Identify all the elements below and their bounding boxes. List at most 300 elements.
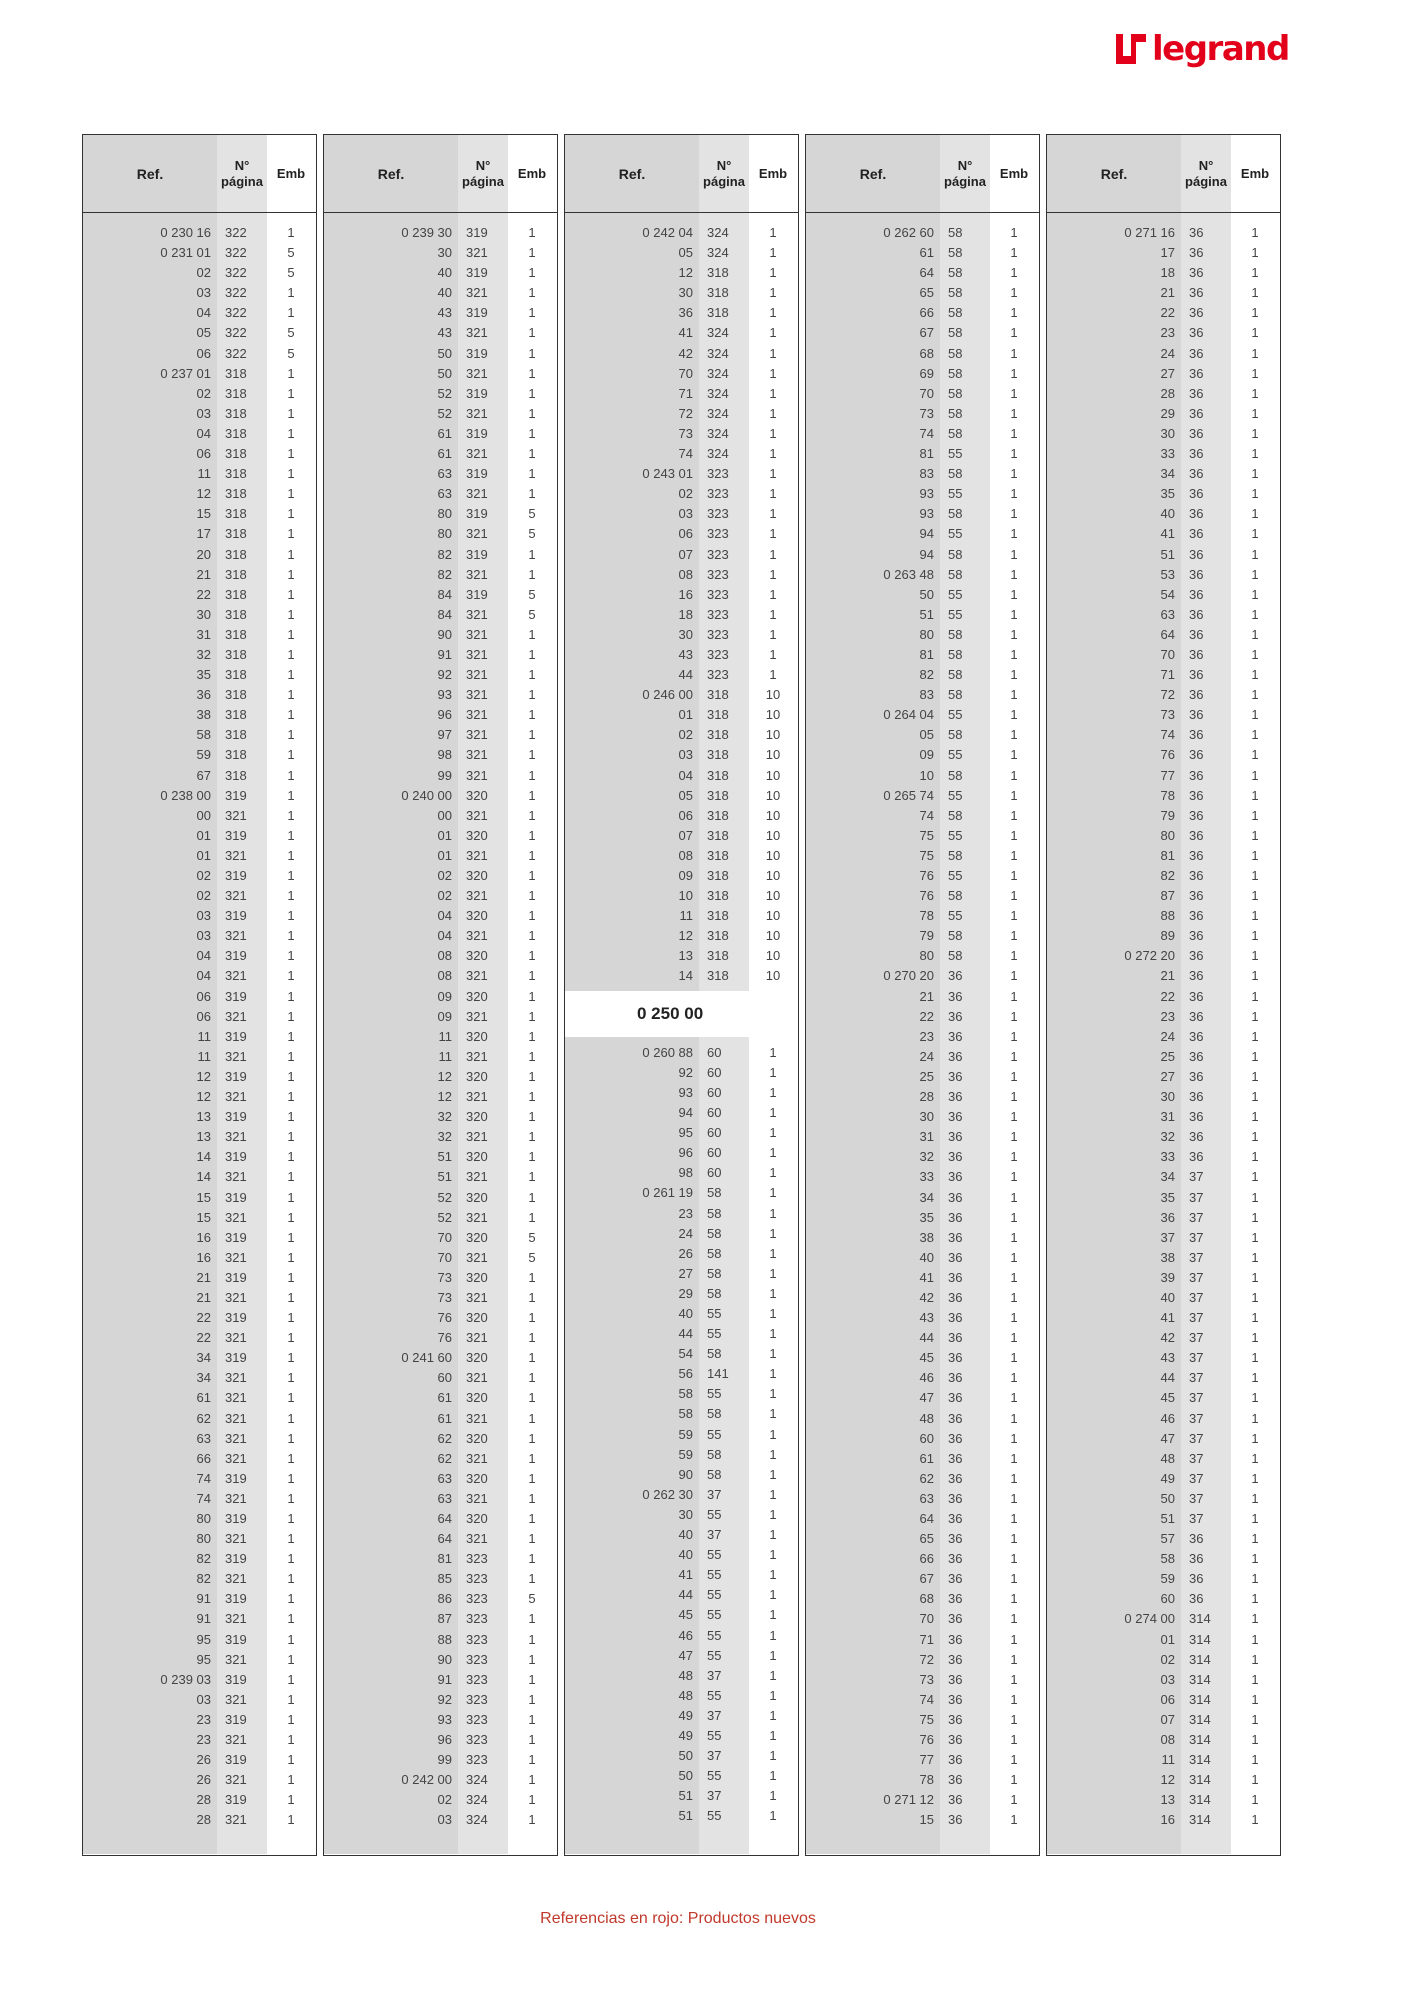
table-row [565, 826, 798, 846]
pagina-cell: 58 [707, 1446, 722, 1462]
pagina-cell: 36 [1189, 405, 1204, 421]
table-row [1047, 1489, 1280, 1509]
ref-cell: 0 242 00 [401, 1772, 452, 1788]
pagina-cell: 36 [1189, 385, 1204, 401]
emb-cell: 1 [1010, 1028, 1018, 1044]
pagina-cell: 320 [466, 1430, 488, 1446]
emb-cell: 1 [287, 787, 295, 803]
ref-cell: 03 [196, 405, 211, 421]
table-row [565, 1646, 798, 1666]
emb-cell: 1 [1010, 928, 1018, 944]
table-row [83, 364, 316, 384]
table-row [324, 1790, 557, 1810]
table-column [1046, 134, 1281, 1856]
ref-cell: 58 [678, 1386, 693, 1402]
table-row [83, 1288, 316, 1308]
ref-cell: 82 [1160, 868, 1175, 883]
emb-cell: 5 [528, 506, 536, 522]
emb-cell: 1 [287, 526, 295, 542]
table-row [806, 665, 1039, 685]
ref-cell: 03 [196, 285, 211, 301]
emb-cell: 1 [769, 1265, 777, 1281]
ref-cell: 03 [196, 1691, 211, 1707]
ref-cell: 06 [678, 807, 693, 823]
table-row [806, 424, 1039, 444]
table-row [565, 1043, 798, 1063]
pagina-cell: 36 [948, 1792, 963, 1808]
ref-cell: 17 [196, 526, 211, 542]
emb-cell: 1 [1010, 948, 1018, 964]
emb-cell: 1 [287, 1470, 295, 1486]
table-row [324, 1429, 557, 1449]
legrand-logo [1116, 28, 1289, 70]
table-row [806, 1670, 1039, 1690]
ref-cell: 34 [1160, 466, 1175, 482]
emb-cell: 10 [765, 787, 781, 803]
pagina-cell: 321 [225, 888, 247, 904]
emb-cell: 1 [769, 1466, 777, 1482]
table-row [565, 1445, 798, 1465]
pagina-cell: 58 [948, 425, 963, 441]
ref-cell: 61 [437, 425, 452, 441]
table-row [1047, 866, 1280, 886]
pagina-cell: 36 [948, 1591, 963, 1607]
table-row [1047, 1188, 1280, 1208]
ref-cell: 20 [196, 546, 211, 562]
emb-cell: 1 [287, 988, 295, 1004]
table-column [805, 134, 1040, 1856]
table-row [1047, 1630, 1280, 1650]
pagina-cell: 36 [1189, 245, 1204, 261]
emb-cell: 1 [528, 305, 536, 321]
pagina-cell: 36 [948, 1390, 963, 1406]
ref-cell: 15 [196, 1209, 211, 1225]
table-row [83, 766, 316, 786]
ref-cell: 97 [437, 727, 452, 743]
table-row [1047, 1087, 1280, 1107]
emb-cell: 1 [287, 285, 295, 301]
table-row [324, 1650, 557, 1670]
emb-cell: 1 [1010, 727, 1018, 743]
emb-cell: 1 [1251, 827, 1259, 843]
emb-cell: 1 [1010, 1430, 1018, 1446]
pagina-cell: 320 [466, 1269, 488, 1285]
emb-cell: 1 [528, 1310, 536, 1326]
ref-cell: 32 [196, 646, 211, 662]
emb-cell: 1 [1010, 305, 1018, 321]
emb-cell: 1 [287, 225, 295, 240]
table-row [565, 1163, 798, 1183]
table-row [806, 524, 1039, 544]
emb-cell: 1 [287, 425, 295, 441]
table-row [806, 1107, 1039, 1127]
table-row [565, 1063, 798, 1083]
emb-cell: 1 [287, 405, 295, 421]
emb-cell: 1 [1251, 265, 1259, 281]
pagina-cell: 37 [1189, 1450, 1204, 1466]
table-row [1047, 303, 1280, 323]
table-row [565, 1766, 798, 1786]
emb-cell: 1 [1251, 1249, 1259, 1265]
pagina-cell: 320 [466, 787, 488, 803]
emb-cell: 1 [1251, 928, 1259, 944]
ref-cell: 57 [1160, 1531, 1175, 1547]
ref-cell: 79 [919, 928, 934, 944]
table-row [83, 1609, 316, 1629]
ref-cell: 40 [1160, 506, 1175, 522]
emb-cell: 1 [769, 1707, 777, 1723]
ref-cell: 52 [437, 385, 452, 401]
table-row [1047, 444, 1280, 464]
table-row [1047, 826, 1280, 846]
ref-cell: 05 [678, 245, 693, 261]
ref-cell: 24 [1160, 1028, 1175, 1044]
ref-cell: 03 [678, 747, 693, 763]
ref-cell: 64 [437, 1531, 452, 1547]
pagina-cell: 319 [466, 425, 488, 441]
table-row [806, 1690, 1039, 1710]
table-row [83, 906, 316, 926]
ref-cell: 05 [919, 727, 934, 743]
pagina-cell: 58 [707, 1346, 722, 1362]
ref-cell: 73 [1160, 707, 1175, 723]
ref-cell: 41 [1160, 526, 1175, 542]
table-row [565, 866, 798, 886]
ref-cell: 70 [1160, 646, 1175, 662]
pagina-cell: 319 [225, 1189, 247, 1205]
pagina-cell: 319 [225, 1229, 247, 1245]
ref-cell: 96 [437, 1732, 452, 1748]
emb-cell: 1 [1251, 1330, 1259, 1346]
table-row [83, 1509, 316, 1529]
ref-cell: 52 [437, 405, 452, 421]
ref-cell: 45 [678, 1607, 693, 1623]
emb-cell: 1 [287, 1711, 295, 1727]
emb-cell: 1 [1010, 1229, 1018, 1245]
pagina-cell: 36 [948, 1490, 963, 1506]
table-row [565, 323, 798, 343]
header-ref: Ref. [565, 135, 699, 212]
ref-cell: 09 [437, 988, 452, 1004]
emb-cell: 5 [287, 345, 295, 361]
ref-cell: 65 [919, 1531, 934, 1547]
table-row [1047, 565, 1280, 585]
table-row [565, 1204, 798, 1224]
table-row [1047, 806, 1280, 826]
pagina-cell: 319 [466, 385, 488, 401]
table-row [1047, 1609, 1280, 1629]
ref-cell: 04 [437, 908, 452, 924]
pagina-cell: 319 [225, 1109, 247, 1125]
table-row [806, 645, 1039, 665]
emb-cell: 1 [769, 1205, 777, 1221]
ref-cell: 33 [1160, 1149, 1175, 1165]
ref-cell: 95 [196, 1651, 211, 1667]
ref-cell: 0 262 60 [883, 225, 934, 240]
emb-cell: 1 [528, 1772, 536, 1788]
emb-cell: 1 [287, 868, 295, 883]
emb-cell: 1 [1010, 425, 1018, 441]
ref-cell: 52 [437, 1189, 452, 1205]
table-row [83, 685, 316, 705]
table-row [806, 1609, 1039, 1629]
table-row [1047, 665, 1280, 685]
header-emb: Emb [749, 135, 797, 212]
emb-cell: 1 [528, 928, 536, 944]
ref-cell: 28 [1160, 385, 1175, 401]
ref-cell: 32 [1160, 1129, 1175, 1145]
emb-cell: 1 [287, 1229, 295, 1245]
emb-cell: 1 [1010, 687, 1018, 703]
ref-cell: 0 230 16 [160, 225, 211, 240]
emb-cell: 1 [769, 1064, 777, 1080]
ref-cell: 94 [678, 1105, 693, 1121]
emb-cell: 1 [1010, 767, 1018, 783]
table-row [806, 344, 1039, 364]
emb-cell: 1 [769, 667, 777, 683]
table-row [806, 946, 1039, 966]
table-row [565, 906, 798, 926]
pagina-cell: 324 [707, 245, 729, 261]
ref-cell: 22 [1160, 988, 1175, 1004]
table-row [1047, 1509, 1280, 1529]
ref-cell: 34 [919, 1189, 934, 1205]
pagina-cell: 323 [707, 546, 729, 562]
pagina-cell: 324 [466, 1772, 488, 1788]
pagina-cell: 36 [1189, 747, 1204, 763]
header-pagina: N° página [940, 135, 990, 212]
pagina-cell: 55 [707, 1727, 722, 1743]
emb-cell: 1 [528, 1048, 536, 1064]
table-row [83, 1469, 316, 1489]
pagina-cell: 36 [1189, 1149, 1204, 1165]
table-row [1047, 1147, 1280, 1167]
pagina-cell: 318 [707, 747, 729, 763]
table-row [1047, 223, 1280, 243]
ref-cell: 01 [678, 707, 693, 723]
ref-cell: 73 [437, 1289, 452, 1305]
table-row [324, 1107, 557, 1127]
emb-cell: 1 [769, 245, 777, 261]
ref-cell: 07 [678, 546, 693, 562]
pagina-cell: 55 [707, 1647, 722, 1663]
ref-cell: 11 [197, 1048, 211, 1064]
emb-cell: 1 [1251, 988, 1259, 1004]
pagina-cell: 36 [948, 1370, 963, 1386]
table-row [1047, 1388, 1280, 1408]
table-row [806, 1469, 1039, 1489]
table-row [806, 1589, 1039, 1609]
column-body [806, 213, 1039, 1854]
ref-cell: 47 [919, 1390, 934, 1406]
pagina-cell: 319 [225, 1269, 247, 1285]
pagina-cell: 58 [948, 305, 963, 321]
pagina-cell: 55 [948, 787, 963, 803]
emb-cell: 1 [1251, 1028, 1259, 1044]
pagina-cell: 36 [1189, 847, 1204, 863]
ref-cell: 12 [196, 486, 211, 502]
pagina-cell: 321 [225, 847, 247, 863]
ref-cell: 70 [919, 385, 934, 401]
table-row [806, 263, 1039, 283]
emb-cell: 1 [287, 1350, 295, 1366]
table-row [565, 504, 798, 524]
ref-cell: 66 [196, 1450, 211, 1466]
emb-cell: 1 [287, 1289, 295, 1305]
table-row [565, 524, 798, 544]
emb-cell: 1 [1010, 847, 1018, 863]
pagina-cell: 319 [466, 506, 488, 522]
pagina-cell: 321 [466, 1410, 488, 1426]
emb-cell: 1 [1010, 1269, 1018, 1285]
table-row [806, 1007, 1039, 1027]
emb-cell: 1 [287, 1129, 295, 1145]
pagina-cell: 323 [466, 1551, 488, 1567]
pagina-cell: 321 [466, 566, 488, 582]
pagina-cell: 55 [707, 1567, 722, 1583]
emb-cell: 1 [1251, 225, 1259, 240]
table-row [83, 826, 316, 846]
pagina-cell: 321 [225, 968, 247, 984]
pagina-cell: 320 [466, 1189, 488, 1205]
pagina-cell: 36 [948, 1711, 963, 1727]
table-row [83, 786, 316, 806]
pagina-cell: 55 [707, 1306, 722, 1322]
pagina-cell: 36 [1189, 646, 1204, 662]
emb-cell: 1 [528, 1109, 536, 1125]
table-row [324, 725, 557, 745]
ref-cell: 02 [1160, 1651, 1175, 1667]
pagina-cell: 318 [707, 968, 729, 984]
ref-cell: 0 265 74 [883, 787, 934, 803]
pagina-cell: 36 [1189, 265, 1204, 281]
table-row [324, 1690, 557, 1710]
pagina-cell: 58 [948, 626, 963, 642]
ref-cell: 13 [678, 948, 693, 964]
ref-cell: 70 [678, 365, 693, 381]
pagina-cell: 36 [1189, 687, 1204, 703]
ref-cell: 32 [437, 1109, 452, 1125]
ref-cell: 05 [196, 325, 211, 341]
table-row [1047, 725, 1280, 745]
emb-cell: 1 [1010, 1531, 1018, 1547]
ref-cell: 0 270 20 [883, 968, 934, 984]
pagina-cell: 323 [707, 646, 729, 662]
table-row [565, 625, 798, 645]
ref-cell: 23 [919, 1028, 934, 1044]
emb-cell: 1 [1251, 1591, 1259, 1607]
pagina-cell: 318 [707, 847, 729, 863]
ref-cell: 74 [678, 446, 693, 462]
emb-cell: 1 [1251, 546, 1259, 562]
pagina-cell: 318 [225, 566, 247, 582]
emb-cell: 1 [1010, 1671, 1018, 1687]
pagina-cell: 323 [466, 1631, 488, 1647]
pagina-cell: 319 [466, 586, 488, 602]
emb-cell: 1 [769, 1306, 777, 1322]
table-row [83, 745, 316, 765]
emb-cell: 1 [769, 1727, 777, 1743]
ref-cell: 04 [678, 767, 693, 783]
pagina-cell: 55 [707, 1768, 722, 1784]
ref-cell: 71 [1160, 667, 1175, 683]
emb-cell: 1 [287, 1149, 295, 1165]
table-row [806, 625, 1039, 645]
ref-cell: 38 [919, 1229, 934, 1245]
table-row [83, 1308, 316, 1328]
pagina-cell: 58 [707, 1406, 722, 1422]
emb-cell: 1 [1010, 1511, 1018, 1526]
table-row [83, 323, 316, 343]
ref-cell: 51 [1160, 1511, 1175, 1526]
ref-cell: 02 [678, 486, 693, 502]
emb-cell: 1 [1010, 787, 1018, 803]
pagina-cell: 321 [225, 1169, 247, 1185]
emb-cell: 10 [765, 968, 781, 984]
table-row [565, 565, 798, 585]
table-row [806, 545, 1039, 565]
pagina-cell: 36 [948, 1008, 963, 1024]
table-row [324, 1208, 557, 1228]
ref-cell: 01 [1160, 1631, 1175, 1647]
pagina-cell: 323 [707, 526, 729, 542]
table-row [1047, 1810, 1280, 1830]
table-row [806, 1228, 1039, 1248]
emb-cell: 1 [1010, 265, 1018, 281]
emb-cell: 1 [769, 1105, 777, 1121]
ref-cell: 87 [1160, 888, 1175, 904]
pagina-cell: 37 [1189, 1169, 1204, 1185]
pagina-cell: 36 [948, 1068, 963, 1084]
table-row [1047, 545, 1280, 565]
table-row [565, 1485, 798, 1505]
pagina-cell: 319 [466, 265, 488, 281]
ref-cell: 06 [1160, 1691, 1175, 1707]
emb-cell: 1 [287, 1089, 295, 1105]
table-row [806, 725, 1039, 745]
pagina-cell: 36 [948, 1109, 963, 1125]
emb-cell: 1 [287, 1430, 295, 1446]
pagina-cell: 36 [1189, 365, 1204, 381]
ref-cell: 33 [919, 1169, 934, 1185]
pagina-cell: 55 [707, 1547, 722, 1563]
emb-cell: 1 [528, 1571, 536, 1587]
column-body [565, 213, 798, 1854]
ref-cell: 0 242 04 [642, 225, 693, 240]
ref-cell: 09 [437, 1008, 452, 1024]
emb-cell: 1 [287, 486, 295, 502]
ref-cell: 95 [196, 1631, 211, 1647]
table-row [565, 1626, 798, 1646]
table-row [1047, 1328, 1280, 1348]
pagina-cell: 36 [948, 1470, 963, 1486]
table-row [83, 344, 316, 364]
table-row [1047, 1710, 1280, 1730]
pagina-cell: 55 [707, 1506, 722, 1522]
ref-cell: 04 [196, 948, 211, 964]
ref-cell: 51 [678, 1808, 693, 1824]
ref-cell: 35 [1160, 486, 1175, 502]
table-row [1047, 1750, 1280, 1770]
table-column [323, 134, 558, 1856]
emb-cell: 1 [1010, 325, 1018, 341]
pagina-cell: 318 [707, 285, 729, 301]
table-row [83, 926, 316, 946]
ref-cell: 48 [919, 1410, 934, 1426]
table-row [806, 1569, 1039, 1589]
emb-cell: 1 [1010, 968, 1018, 984]
pagina-cell: 322 [225, 305, 247, 321]
